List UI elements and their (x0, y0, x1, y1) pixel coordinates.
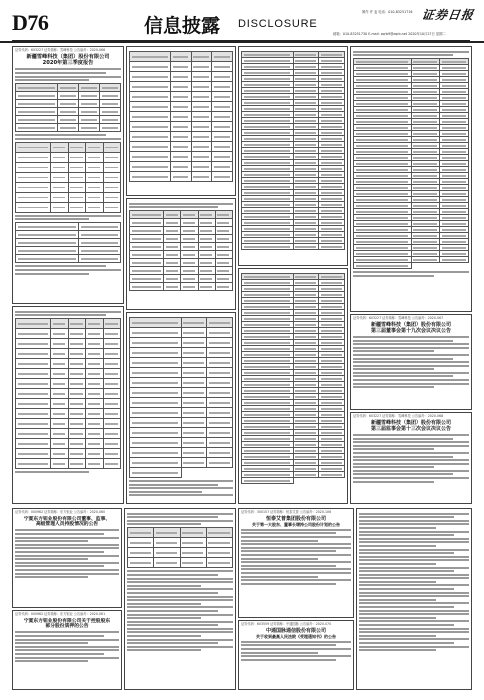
header-rule (12, 40, 470, 41)
table-balance (238, 268, 348, 504)
notice-subtitle: 第三届监事会第十三次会议决议公告 (370, 425, 451, 432)
notice-court-acceptance (238, 620, 354, 690)
notice-meta: 证券代码：603227 证券简称：雪峰科技 公告编号：2020-068 (353, 414, 444, 418)
notice-subtitle: 关于第一大股东、董事长增持公司股份计划的公告 (252, 521, 340, 527)
notice-subtitle: 部分股份质押的公告 (45, 624, 89, 630)
notice-title: 中通国脉通信股份有限公司 (265, 627, 326, 634)
notice-supervisory-resolution (350, 412, 472, 504)
notice-meta: 证券代码：000962 证券简称：东方钽业 公告编号：2020-061 (15, 612, 106, 616)
notice-title: 新疆雪峰科技（集团）股份有限公司 (26, 53, 110, 60)
notice-subtitle: 第三届董事会第十九次会议决议公告 (370, 327, 451, 334)
notice-meta: 证券代码：300157 证券简称：恒泰艾普 公告编号：2020-106 (241, 510, 332, 514)
editor-credits: 制作 许 麦 电话：010-83251716 (362, 10, 413, 14)
notice-quarterly-report (12, 46, 124, 304)
notice-subtitle: 2020年第三季度报告 (42, 59, 94, 66)
page-number: D76 (12, 10, 49, 35)
table-financial-data-3 (126, 312, 236, 504)
notice-share-increase (238, 508, 354, 618)
notice-title: 宁夏东方钽业股份有限公司董事、监事、 (23, 516, 111, 522)
table-income (350, 46, 472, 312)
notice-meta: 证券代码：603227 证券简称：雪峰科技 公告编号：2020-066 (15, 48, 106, 52)
notice-title: 新疆雪峰科技（集团）股份有限公司 (370, 419, 451, 426)
notice-subtitle: 高级管理人员持股情况的公告 (35, 522, 99, 528)
notice-meta: 证券代码：000962 证券简称：东方钽业 公告编号：2020-060 (15, 510, 106, 514)
table-financial-data-2 (126, 198, 236, 310)
section-title: 信息披露 (144, 15, 221, 37)
notice-subtitle: 关于收到最高人民法院《受理通知书》的公告 (256, 633, 336, 639)
notice-continuation (356, 508, 472, 690)
notice-meta: 证券代码：603227 证券简称：雪峰科技 公告编号：2020-067 (353, 316, 444, 320)
table-cashflow (238, 46, 348, 266)
table-financial-data (126, 46, 236, 196)
notice-pledge-table (124, 508, 236, 690)
page-header (0, 0, 484, 43)
contact-line: 邮箱：010-83251730 E-mail: zqrb9@zqrb.net 2020年10月27日 星期二 (333, 32, 446, 36)
notice-shareholding (12, 508, 122, 608)
notice-meta: 证券代码：603559 证券简称：中通国脉 公告编号：2020-070 (241, 622, 332, 626)
notice-title: 宁夏东方钽业股份有限公司关于控股股东 (23, 618, 111, 624)
notice-title: 新疆雪峰科技（集团）股份有限公司 (370, 321, 451, 328)
notice-title: 恒泰艾普集团股份有限公司 (265, 515, 326, 522)
notice-shareholders-table (12, 306, 124, 504)
notice-pledge (12, 610, 122, 690)
newspaper-logo: 证券日报 (420, 8, 475, 22)
notice-board-resolution (350, 314, 472, 410)
section-title-en: DISCLOSURE (238, 18, 318, 30)
